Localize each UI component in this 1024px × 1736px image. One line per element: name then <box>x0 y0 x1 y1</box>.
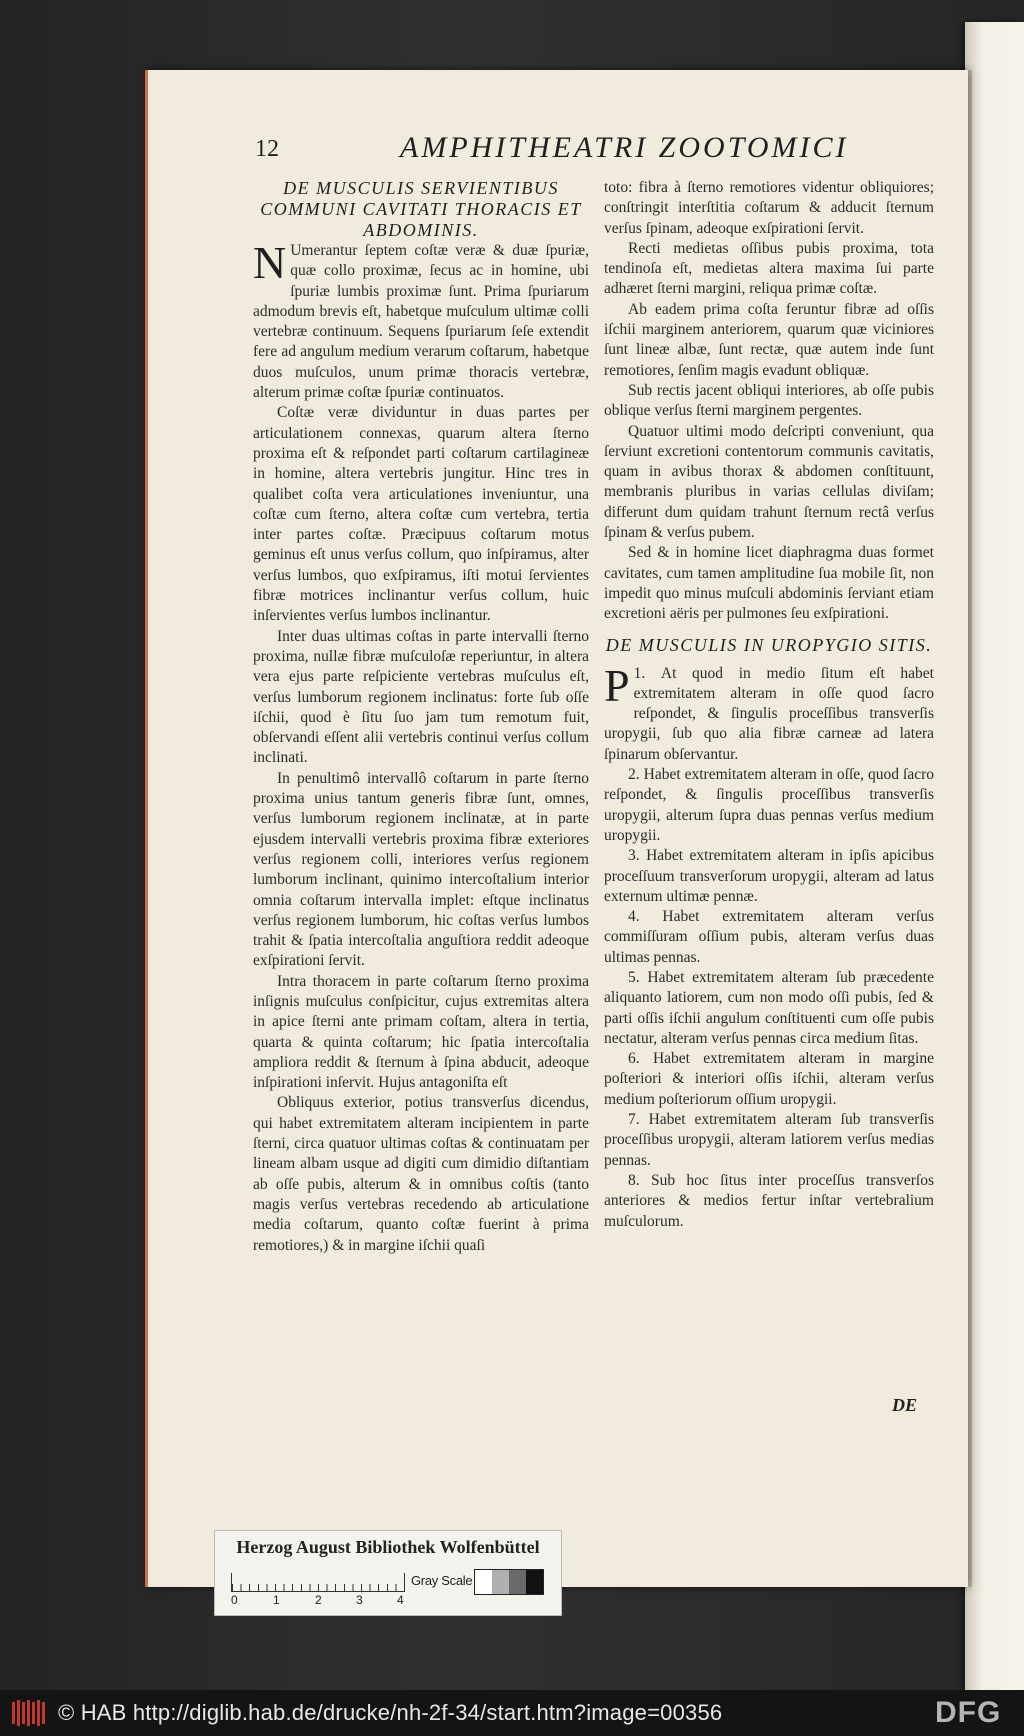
paragraph: Obliquus exterior, potius transverſus dicendus, qui habet extremitatem alteram incipientem in parte ſterni, circa quatuor ultimas coſtas & continuatam per lineam albam usque ad digiti cum dimidio diſtantiam ab oſſe pubis, alterum & in omnibus coſtis (tanto magis verſus vertebras recedendo ab articulatione media coſtarum, quanto coſtæ fuerint à prima remotiores,) & in margine iſchii quaſi <box>253 1094 589 1254</box>
paragraph: Sub rectis jacent obliqui interiores, ab oſſe pubis oblique verſus ſterni marginem pergentes. <box>604 381 934 420</box>
gray-swatch <box>475 1570 492 1594</box>
paragraph: Quatuor ultimi modo deſcripti conveniunt, qua ſerviunt excretioni contentorum communis cavitatis, quam in avibus thorax & abdomen conſtituunt, membranis pluribus in varias cellulas diviſam; differunt dum quidam trahunt ſternum rectâ verſus ſpinam & verſus pubem. <box>604 422 934 542</box>
numbered-item: 3. Habet extremitatem alteram in ipſis apicibus proceſſuum transverſorum uropygii, alteram ad latus externum ultimæ pennæ. <box>604 847 934 905</box>
item-text: At quod in medio ſitum eſt habet extremitatem alteram in oſſe quod ſacro reſpondet, & ſingulis proceſſibus transverſis uropygii, ſub quo alia fibræ carneæ ad latera ſpinarum obſervantur. <box>604 664 934 763</box>
gray-swatch <box>492 1570 509 1594</box>
ruler-number: 3 <box>356 1593 363 1607</box>
dfg-logo: DFG <box>935 1696 1002 1729</box>
numbered-item: 7. Habet extremitatem alteram ſub transverſis proceſſibus uropygii, alteram latiorem verſus medias pennas. <box>604 1111 934 1169</box>
numbered-item: 2. Habet extremitatem alteram in oſſe, quod ſacro reſpondet, & ſingulis proceſſibus transverſis uropygii, alterum ſupra duas pennas verſus medium uropygii. <box>604 766 934 844</box>
numbered-item: 6. Habet extremitatem alteram in margine poſteriori & interiori oſſis iſchii, alteram verſus medium poſteriorum oſſium uropygii. <box>604 1050 934 1108</box>
catchword: DE <box>892 1395 918 1415</box>
ruler-number: 4 <box>397 1593 404 1607</box>
page-number: 12 <box>255 136 279 162</box>
numbered-item: 5. Habet extremitatem alteram ſub præcedente aliquanto latiorem, cum non modo oſſi pubis, ſed & parti oſſis iſchii angulum conſtituenti cum oſſe pubis nectatur, alteram verſus pennas circa medium ſitas. <box>604 968 934 1047</box>
paragraph-text: Umerantur ſeptem coſtæ veræ & duæ ſpuriæ, quæ collo proximæ, ſecus ac in homine, ubi ſpuriæ lumbis proximæ ſunt. Prima ſpuriarum admodum brevis eſt, habetque muſculum ultimæ colli vertebræ continuum. Sequens ſpuriarum ſeſe extendit fere ad angulum medium verarum coſtarum, habetque duos muſculos, unum primæ thoracis vertebræ, alterum primæ coſtæ ſpuriæ continuatos. <box>253 242 589 402</box>
paragraph: toto: fibra à ſterno remotiores videntur obliquiores; conſtringit interſtitia coſtarum & adducit ſternum verſus ſpinam, adeoque exſpirationi ſervit. <box>604 179 934 237</box>
paragraph: Coſtæ veræ dividuntur in duas partes per articulationem connexas, quarum altera ſterno proxima eſt & reſpondet parti coſtarum cartilagineæ in homine, altera vertebris jungitur. Hinc tres in qualibet coſta vera articulationes inveniuntur, una coſtæ cum ſterno, altera coſtæ cum vertebra, tertia inter partes coſtæ. Præcipuus coſtarum motus geminus eſt unus verſus collum, quo inſpiramus, alter verſus lumbos, quo exſpiramus, iſti motui ſervientes fibræ motrices inclinantur verſus collum, huic inſervientes verſus lumbos inclinantur. <box>253 404 589 625</box>
drop-cap: P <box>604 659 630 711</box>
gray-swatch <box>509 1570 526 1594</box>
hab-logo-icon <box>10 1698 46 1728</box>
numbered-item <box>604 659 934 765</box>
scale-ruler <box>231 1573 405 1592</box>
copyright-url[interactable]: © HAB http://diglib.hab.de/drucke/nh-2f-34/start.htm?image=00356 <box>58 1700 723 1725</box>
ruler-number: 1 <box>273 1593 280 1607</box>
item-number: 1. <box>633 664 646 682</box>
paragraph: Intra thoracem in parte coſtarum ſterno proxima inſignis muſculus conſpicitur, cujus extremitas altera in apice ſterni ante primam coſtam, altera in tertia, quarta & quinta coſtarum; hic ſpatia intercoſtalia ampliora reddit & ſternum à ſpina abducit, adeoque inſpirationi inſervit. Hujus antagoniſta eſt <box>253 972 589 1092</box>
paragraph <box>253 237 589 403</box>
section-heading-thorax: DE MUSCULIS SERVIENTIBUS COMMUNI CAVITATI THORACIS ET ABDOMINIS. <box>260 178 582 240</box>
footer-bar <box>0 1690 1024 1736</box>
paragraph: Ab eadem prima coſta feruntur fibræ ad oſſis iſchii marginem anteriorem, quarum quæ viciniores ſunt lineæ albæ, ſunt rectæ, quæ autem inde ſunt remotiores, ſenſim magis evadunt obliquæ. <box>604 300 934 379</box>
drop-cap: N <box>253 237 287 288</box>
right-column <box>604 178 934 1232</box>
library-name: Herzog August Bibliothek Wolfenbüttel <box>236 1537 540 1557</box>
gray-scale-swatches <box>474 1569 544 1595</box>
paragraph: Sed & in homine licet diaphragma duas formet cavitates, cum tamen amplitudine ſua mobile ſit, non impedit quo minus muſculi abdominis ſerviant etiam excretioni aëris per pulmones ſeu exſpirationi. <box>604 544 934 623</box>
paragraph: In penultimô intervallô coſtarum in parte ſterno proxima unius tantum generis fibræ ſunt, omnes, verſus lumborum regionem inclinatæ, at in parte ejusdem intervalli vertebris proxima fibræ exteriores verſus regionem colli, interiores verſus regionem lumborum inclinant, quinimo intercoſtalium interior omnia coſtarum intervalla implet: eſtque inclinatus verſus regionem lumborum, hic coſtas verſus lumbos trahit & ſpatia intercoſtalia anguſtiora reddit adeoque exſpirationi ſervit. <box>253 769 589 970</box>
gray-scale-label: Gray Scale <box>411 1573 473 1588</box>
section-heading-uropygium: DE MUSCULIS IN UROPYGIO SITIS. <box>605 634 933 655</box>
ruler-number: 2 <box>315 1593 322 1607</box>
ruler-number: 0 <box>231 1593 238 1607</box>
left-column <box>253 178 589 1256</box>
library-color-card <box>214 1530 562 1616</box>
numbered-item: 4. Habet extremitatem alteram verſus commiſſuram oſſium pubis, alteram verſus duas ultimas pennas. <box>604 908 934 966</box>
numbered-item: 8. Sub hoc ſitus inter proceſſus transverſos anteriores & medios fertur inſtar vertebralium muſculorum. <box>604 1171 934 1230</box>
gray-swatch <box>526 1570 543 1594</box>
running-head: AMPHITHEATRI ZOOTOMICI <box>400 131 849 164</box>
paragraph: Recti medietas oſſibus pubis proxima, tota tendinoſa eſt, medietas altera maxima ſui parte adhæret ſterni margini, reliqua primæ coſtæ. <box>604 239 934 298</box>
facing-page-edge <box>965 22 1024 1690</box>
paragraph: Inter duas ultimas coſtas in parte intervalli ſterno proxima, nullæ fibræ muſculoſæ reperiuntur, in altera vera ejus parte reſpiciente vertebras muſculus eſt, verſus lumborum regionem inclinatus: forte ſub oſſe iſchii, quod è ſitu ſuo jam tum remotum fuit, obſervandi eſſent alii vertebris continui verſus collum inclinati. <box>253 627 589 767</box>
